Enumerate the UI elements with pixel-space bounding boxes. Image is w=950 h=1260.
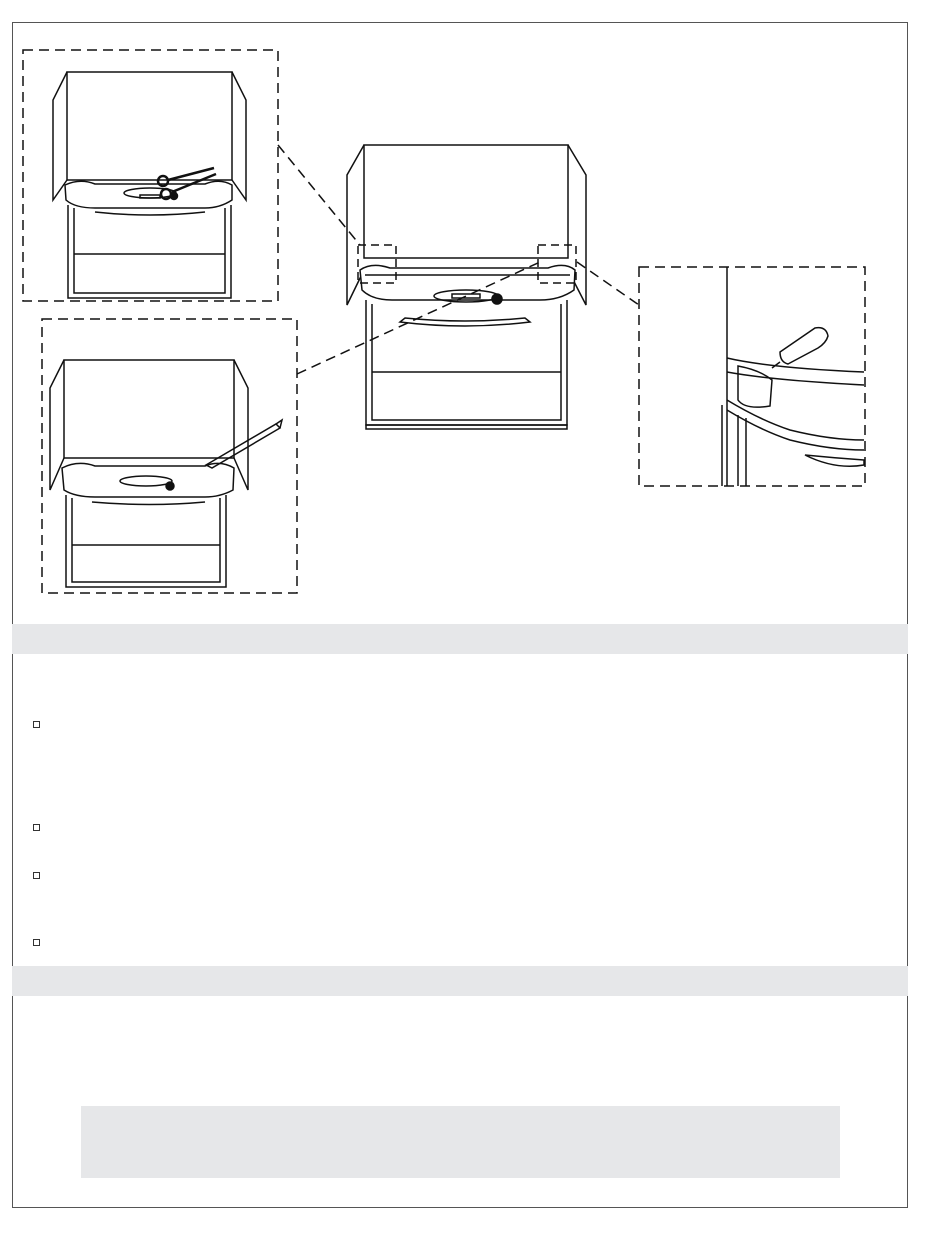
inset-lower-left-drawing bbox=[50, 360, 282, 587]
inset-upper-left-drawing bbox=[53, 72, 246, 298]
main-unit-drawing bbox=[347, 145, 586, 429]
note-box bbox=[81, 1106, 840, 1178]
checkbox-3[interactable] bbox=[33, 872, 40, 879]
installation-illustration bbox=[0, 0, 950, 620]
screwdriver-icon bbox=[772, 328, 828, 368]
inset-right-drawing bbox=[722, 267, 864, 486]
checkbox-2[interactable] bbox=[33, 824, 40, 831]
section-band-1 bbox=[12, 624, 908, 654]
checkbox-4[interactable] bbox=[33, 939, 40, 946]
checkbox-1[interactable] bbox=[33, 721, 40, 728]
section-band-2 bbox=[12, 966, 908, 996]
